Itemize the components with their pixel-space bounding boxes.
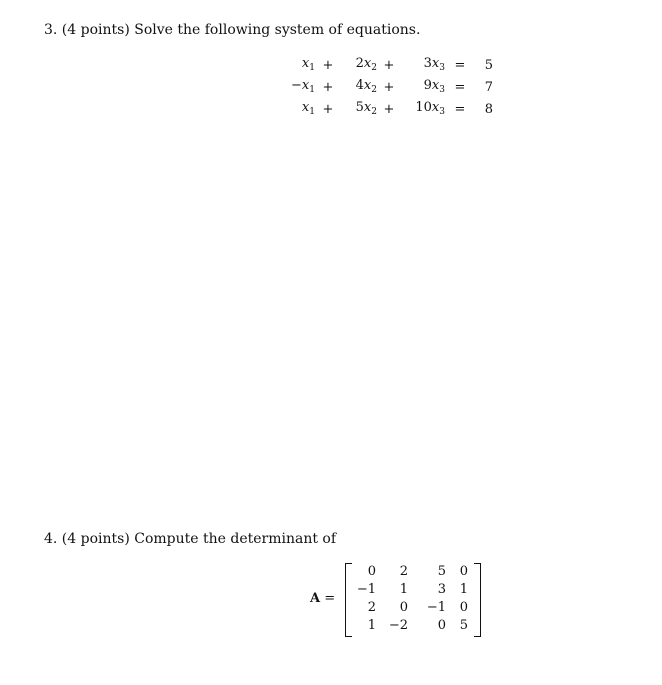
matrix-name: A [310,591,321,606]
term-variable: x [363,56,372,71]
equation-operator: + [383,58,395,73]
equation-term-x2 [341,55,377,77]
matrix-row [352,599,468,617]
term-subscript: 3 [439,63,445,73]
term-subscript: 1 [309,63,315,73]
matrix-entry: 3 [437,582,446,597]
matrix-entry: −1 [426,600,446,615]
equation-term-x2 [341,77,377,99]
matrix-right-bracket [474,563,481,637]
equation-term-x2 [341,99,377,121]
equation-row [285,99,493,121]
term-coefficient: 4 [355,78,364,93]
term-variable: x [363,100,372,115]
matrix-left-bracket [345,563,352,637]
matrix-entry: 5 [437,564,446,579]
equation-equals: = [454,102,466,117]
matrix-entry: 5 [459,618,468,633]
term-variable: x [431,78,440,93]
equation-operator: + [322,58,334,73]
equation-term-x3 [401,99,445,121]
equation-operator: + [383,80,395,95]
equation-equals: = [454,58,466,73]
matrix-label [310,591,335,606]
term-subscript: 1 [309,107,315,117]
term-subscript: 1 [309,85,315,95]
matrix-entry: 0 [459,564,468,579]
equation-rhs: 7 [484,80,493,95]
matrix-entry: 1 [399,582,408,597]
matrix-row [352,617,468,635]
term-variable: x [363,78,372,93]
term-subscript: 2 [371,63,377,73]
equation-equals: = [454,80,466,95]
problem-4-heading: 4. (4 points) Compute the determinant of [44,531,337,547]
matrix-entry: 0 [367,564,376,579]
term-variable: x [301,78,310,93]
term-subscript: 2 [371,85,377,95]
matrix-entry: 0 [459,600,468,615]
matrix-entry: 1 [459,582,468,597]
term-variable: x [431,56,440,71]
equation-row [285,77,493,99]
matrix-row [352,581,468,599]
term-variable: x [431,100,440,115]
matrix-entry: 0 [399,600,408,615]
equation-term-x3 [401,55,445,77]
matrix-entry: −1 [356,582,376,597]
equation-term-x3 [401,77,445,99]
matrix-A [352,563,468,635]
equation-row [285,55,493,77]
equation-rhs: 5 [484,58,493,73]
equation-term-x1 [285,55,315,77]
matrix-equals-sign: = [324,591,336,606]
term-coefficient: 5 [355,100,364,115]
matrix-entry: −2 [388,618,408,633]
equation-term-x1 [285,99,315,121]
term-coefficient: 10 [415,100,432,115]
system-of-equations [285,55,493,121]
equation-term-x1 [285,77,315,99]
problem-3-heading: 3. (4 points) Solve the following system of equations. [44,22,421,38]
term-subscript: 3 [439,85,445,95]
matrix-entry: 1 [367,618,376,633]
term-variable: x [301,100,310,115]
equation-operator: + [322,102,334,117]
matrix-entry: 2 [367,600,376,615]
matrix-row [352,563,468,581]
term-coefficient: 3 [423,56,432,71]
matrix-entry: 0 [437,618,446,633]
equation-operator: + [322,80,334,95]
matrix-entry: 2 [399,564,408,579]
equation-rhs: 8 [484,102,493,117]
term-coefficient: 2 [355,56,364,71]
term-coefficient: 9 [423,78,432,93]
term-variable: x [301,56,310,71]
term-sign: − [291,78,302,93]
equation-operator: + [383,102,395,117]
term-subscript: 3 [439,107,445,117]
term-subscript: 2 [371,107,377,117]
